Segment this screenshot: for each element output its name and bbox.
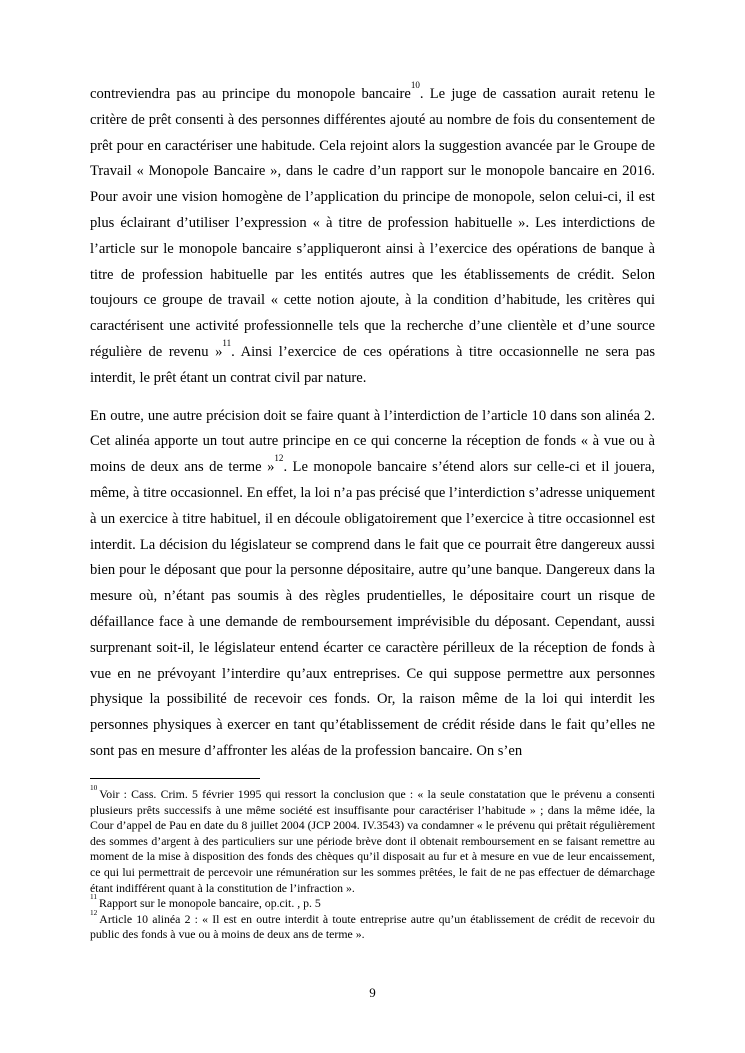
paragraph: En outre, une autre précision doit se faire quant à l’interdiction de l’article 10 dans son alinéa 2. Cet alinéa apporte un tout autre principe en ce qui concerne la réception de fonds « à vue ou à moins de deux ans de terme »$^{12}$. Le monopole bancaire s’étend alors sur celle-ci et il jouera, même, à titre occasionnel. En effet, la loi n’a pas précisé que l’interdiction s’adresse uniquement à un exercice à titre habituel, il en découle obligatoirement que l’exercice à titre occasionnel est interdit. La décision du législateur se comprend dans le fait que ce pourrait être dangereux aussi bien pour le déposant que pour la personne dépositaire, autre qu’une banque. Dangereux dans la mesure où, n’étant pas soumis à des règles prudentielles, le dépositaire court un risque de défaillance face à une demande de remboursement imprévisible du déposant. Cependant, aussi surprenant soit-il, le législateur entend écarter ce caractère périlleux de la réception de fonds à vue en ne prévoyant l’interdire qu’aux entreprises. Ce qui suppose permettre aux personnes physique la possibilité de recevoir ces fonds. Or, la raison même de la loi qui interdit les personnes physiques à exercer en tant qu’établissement de crédit réside dans le fait qu’elles ne sont pas en mesure d’affronter les aléas de la profession bancaire. On s’en xyxy=(90,407,655,759)
footnote-marker: 12 xyxy=(90,907,98,917)
footnote-marker: 10 xyxy=(90,782,98,792)
page-number: 9 xyxy=(369,985,376,1000)
footnote xyxy=(90,782,655,896)
footnote-text: Article 10 alinéa 2 : « Il est en outre interdit à toute entreprise autre qu’un établissement de crédit de recevoir du public des fonds à vue ou à moins de deux ans de terme ». xyxy=(90,911,655,942)
paragraph: contreviendra pas au principe du monopole bancaire$^{10}$. Le juge de cassation aurait retenu le critère de prêt consenti à des personnes différentes ajouté au nombre de fois du consentement de prêt pour en caractériser une habitude. Cela rejoint alors la suggestion avancée par le Groupe de Travail « Monopole Bancaire », dans le cadre d’un rapport sur le monopole bancaire en 2016. Pour avoir une vision homogène de l’application du principe de monopole, selon celui-ci, il est plus éclairant d’utiliser l’expression « à titre de profession habituelle ». Les interdictions de l’article sur le monopole bancaire s’appliqueront ainsi à l’exercice des opérations de banque à titre de profession habituelle par les entités autres que les établissements de crédit. Selon toujours ce groupe de travail « cette notion ajoute, à la condition d’habitude, les critères qui caractérisent une activité professionnelle tels que la recherche d’une clientèle et d’une source régulière de revenu »$^{11}$. Ainsi l’exercice de ces opérations à titre occasionnelle ne sera pas interdit, le prêt étant un contrat civil par nature. xyxy=(90,80,655,386)
footnote-text: Rapport sur le monopole bancaire, op.cit. , p. 5 xyxy=(99,896,321,911)
footnote-reference: 12 xyxy=(274,453,284,464)
footnote-text: Voir : Cass. Crim. 5 février 1995 qui ressort la conclusion que : « la seule constatation que le prévenu a consenti plusieurs prêts successifs à une même société est insuffisante pour caractériser l’habitude » ; dans la même idée, la Cour d’appel de Pau en date du 8 juillet 2004 (JCP 2004. IV.3543) va condamner « le prévenu qui prêtait régulièrement des sommes d’argent à des particuliers sur une période brève dont il obtenait remboursement en se faisant remettre au moment de la mise à disposition des fonds des chèques qu’il disposait au fur et à mesure en vue de leur encaissement, ce qui lui permettrait de percevoir une rémunération sur les sommes prêtées, le fait de ne pas effectuer de démarchage étant indifférent quant à la constitution de l’infraction ». xyxy=(90,787,655,895)
footnote xyxy=(90,907,655,943)
footnote-marker: 11 xyxy=(90,891,98,901)
footnote-reference: 10 xyxy=(410,80,420,91)
footnote-separator xyxy=(90,778,260,779)
footnote-area xyxy=(90,778,655,943)
footnote xyxy=(90,891,655,912)
body-text xyxy=(90,82,655,765)
footnote-reference: 11 xyxy=(222,338,232,349)
